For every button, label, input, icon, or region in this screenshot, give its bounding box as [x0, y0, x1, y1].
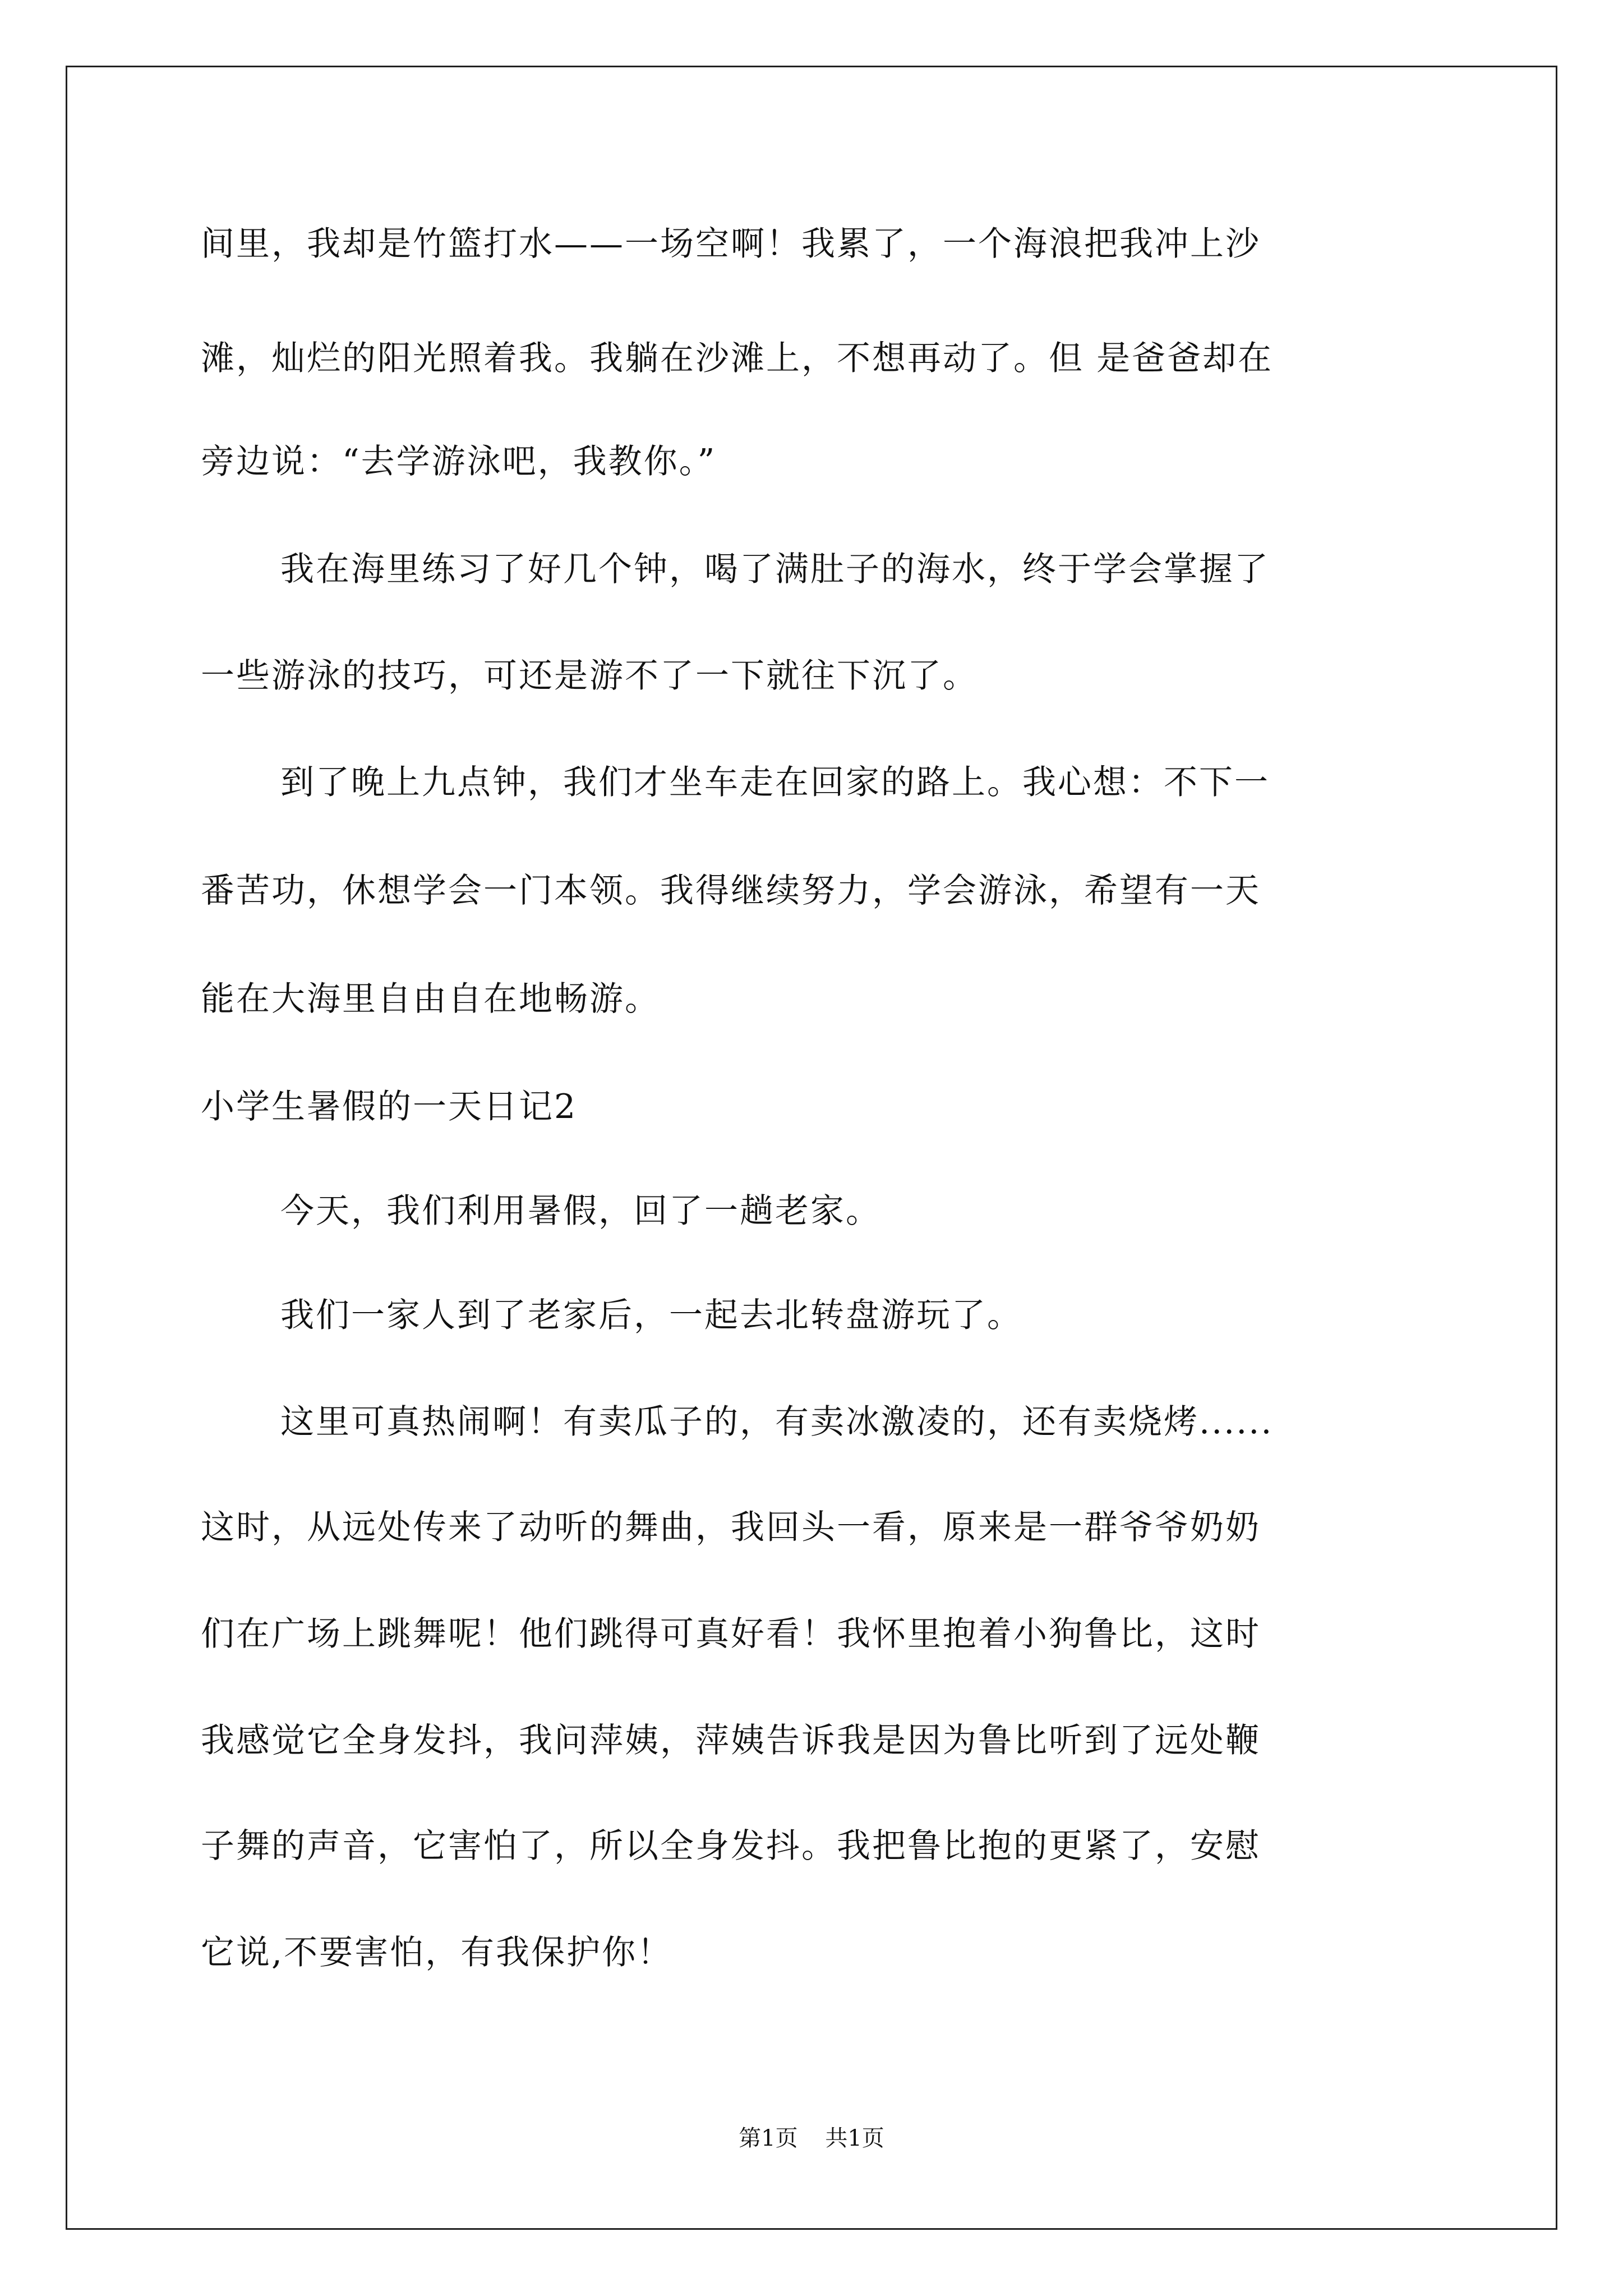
body-line-3: 旁边说：“去学游泳吧，我教你。”	[201, 442, 717, 481]
page-footer	[0, 2125, 1623, 2152]
body-line-4: 我在海里练习了好几个钟，喝了满肚子的海水，终于学会掌握了	[280, 550, 1270, 589]
page-total: 共1页	[825, 2125, 884, 2151]
body-line-7: 番苦功，休想学会一门本领。我得继续努力，学会游泳，希望有一天	[201, 871, 1261, 910]
body-line-14: 们在广场上跳舞呢！他们跳得可真好看！我怀里抱着小狗鲁比，这时	[201, 1614, 1261, 1654]
body-line-11: 我们一家人到了老家后，一起去北转盘游玩了。	[280, 1296, 1022, 1335]
section-title: 小学生暑假的一天日记2	[201, 1087, 578, 1126]
body-line-10: 今天，我们利用暑假，回了一趟老家。	[280, 1191, 881, 1231]
page-border	[66, 66, 1557, 2230]
body-line-15: 我感觉它全身发抖，我问萍姨，萍姨告诉我是因为鲁比听到了远处鞭	[201, 1721, 1261, 1760]
body-line-1: 间里，我却是竹篮打水——一场空啊！我累了，一个海浪把我冲上沙	[201, 224, 1261, 264]
body-line-16: 子舞的声音，它害怕了，所以全身发抖。我把鲁比抱的更紧了，安慰	[201, 1826, 1261, 1866]
body-line-12: 这里可真热闹啊！有卖瓜子的，有卖冰激凌的，还有卖烧烤......	[280, 1402, 1274, 1442]
body-line-6: 到了晚上九点钟，我们才坐车走在回家的路上。我心想：不下一	[280, 763, 1270, 802]
body-line-2: 滩，灿烂的阳光照着我。我躺在沙滩上，不想再动了。但 是爸爸却在	[201, 339, 1274, 378]
body-line-5: 一些游泳的技巧，可还是游不了一下就往下沉了。	[201, 656, 978, 696]
body-line-13: 这时，从远处传来了动听的舞曲，我回头一看，原来是一群爷爷奶奶	[201, 1508, 1261, 1547]
body-line-17: 它说,不要害怕，有我保护你！	[201, 1933, 673, 1972]
page-number: 第1页	[739, 2125, 798, 2151]
body-line-8: 能在大海里自由自在地畅游。	[201, 979, 660, 1019]
